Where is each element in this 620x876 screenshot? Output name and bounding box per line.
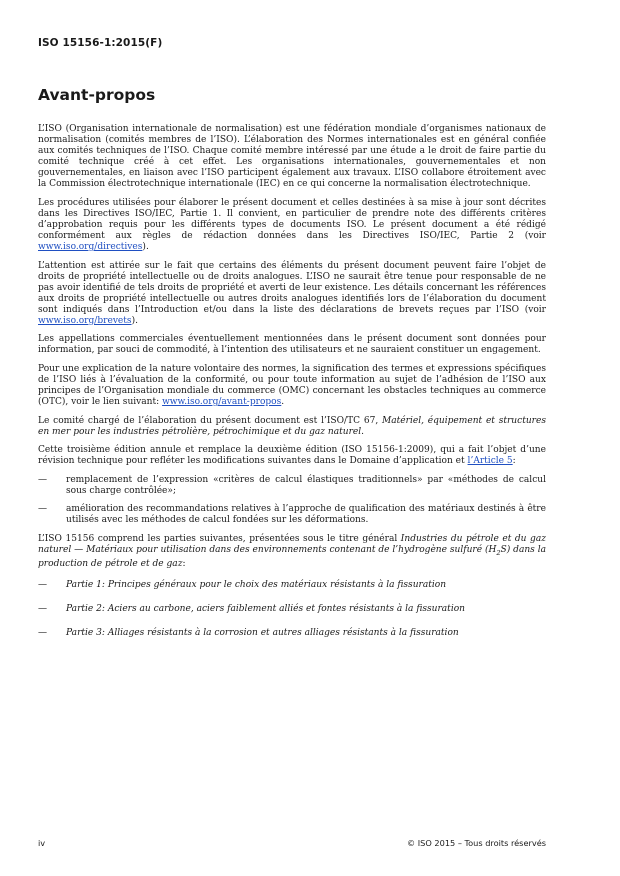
paragraph-iso-intro: L’ISO (Organisation internationale de normalisation) est une fédération mondiale d’organismes nationaux de normalisation (comités membres de l’ISO). L’élaboration des Normes internationales est en général confiée aux comités techniques de l’ISO. Chaque comité membre intéressé par une étude a le droit de faire partie du comité technique créé à cet effet. Les organisations internationales, gouvernementales et non gouvernementales, en liaison avec l’ISO participent également aux travaux. L’ISO collabore étroitement avec la Commission électrotechnique internationale (IEC) en ce qui concerne la normalisation électrotechnique. <box>38 124 546 190</box>
copyright-notice: © ISO 2015 – Tous droits réservés <box>406 838 546 848</box>
document-id-header: ISO 15156-1:2015(F) <box>38 37 163 49</box>
paragraph-patents: L’attention est attirée sur le fait que certains des éléments du présent document peuvent faire l’objet de droits de propriété intellectuelle ou de droits analogues. L’ISO ne saurait être tenue pour responsable de ne pas avoir identifié de tels droits de propriété et averti de leur existence. Les détails concernant les références aux droits de propriété intellectuelle ou autres droits analogues identifiés lors de l’élaboration du document sont indiqués dans l’Introduction et/ou dans la liste des déclarations de brevets reçues par l’ISO (voir www.iso.org/brevets). <box>38 260 546 326</box>
paragraph-edition: Cette troisième édition annule et remplace la deuxième édition (ISO 15156-1:2009), qui a fait l’objet d’une révision technique pour refléter les modifications suivantes dans le Domaine d’application et l’Article 5: <box>38 445 546 467</box>
list-item: — Partie 2: Aciers au carbone, aciers faiblement alliés et fontes résistants à la fissuration <box>38 603 465 614</box>
link-patents[interactable]: www.iso.org/brevets <box>38 315 132 326</box>
page-title: Avant-propos <box>38 86 156 104</box>
list-item: — remplacement de l’expression «critères de calcul élastiques traditionnels» par «méthodes de calcul sous charge contrôlée»; <box>38 474 546 496</box>
paragraph-procedures: Les procédures utilisées pour élaborer le présent document et celles destinées à sa mise à jour sont décrites dans les Directives ISO/IEC, Partie 1. Il convient, en particulier de prendre note des différents critères d’approbation requis pour les différents types de documents ISO. Le présent document a été rédigé conformément aux règles de rédaction données dans les Directives ISO/IEC, Partie 2 (voir www.iso.org/directives). <box>38 197 546 252</box>
document-body <box>38 124 546 652</box>
link-foreword[interactable]: www.iso.org/avant-propos <box>162 397 282 408</box>
changes-list <box>38 475 546 527</box>
list-item: — amélioration des recommandations relatives à l’approche de qualification des matériaux destinés à être utilisés avec les méthodes de calcul fondées sur les déformations. <box>38 504 546 526</box>
list-item: — Partie 1: Principes généraux pour le choix des matériaux résistants à la fissuration <box>38 579 447 590</box>
paragraph-trade-names: Les appellations commerciales éventuellement mentionnées dans le présent document sont données pour information, par souci de commodité, à l’intention des utilisateurs et ne sauraient constituer un engagement. <box>38 334 546 356</box>
link-directives[interactable]: www.iso.org/directives <box>38 241 143 252</box>
paragraph-parts-intro: L’ISO 15156 comprend les parties suivantes, présentées sous le titre général Industries du pétrole et du gaz naturel — Matériaux pour utilisation dans des environnements contenant de l’hydrogène sulfuré $(H_2S)$ dans la production de pétrole et de gaz: <box>38 533 547 569</box>
paragraph-committee: Le comité chargé de l’élaboration du présent document est l’ISO/TC 67, Matériel, équipement et structures en mer pour les industries pétrolière, pétrochimique et du gaz naturel. <box>38 415 546 437</box>
page-number: iv <box>38 838 46 848</box>
paragraph-voluntary-nature: Pour une explication de la nature volontaire des normes, la signification des termes et expressions spécifiques de l’ISO liés à l’évaluation de la conformité, ou pour toute information au sujet de l’adhésion de l’ISO aux principes de l’Organisation mondiale du commerce (OMC) concernant les obstacles techniques au commerce (OTC), voir le lien suivant: www.iso.org/avant-propos. <box>38 363 546 408</box>
parts-list <box>38 580 546 639</box>
list-item: — Partie 3: Alliages résistants à la corrosion et autres alliages résistants à la fissuration <box>38 627 459 638</box>
link-article-5[interactable]: l’Article 5 <box>467 456 513 467</box>
